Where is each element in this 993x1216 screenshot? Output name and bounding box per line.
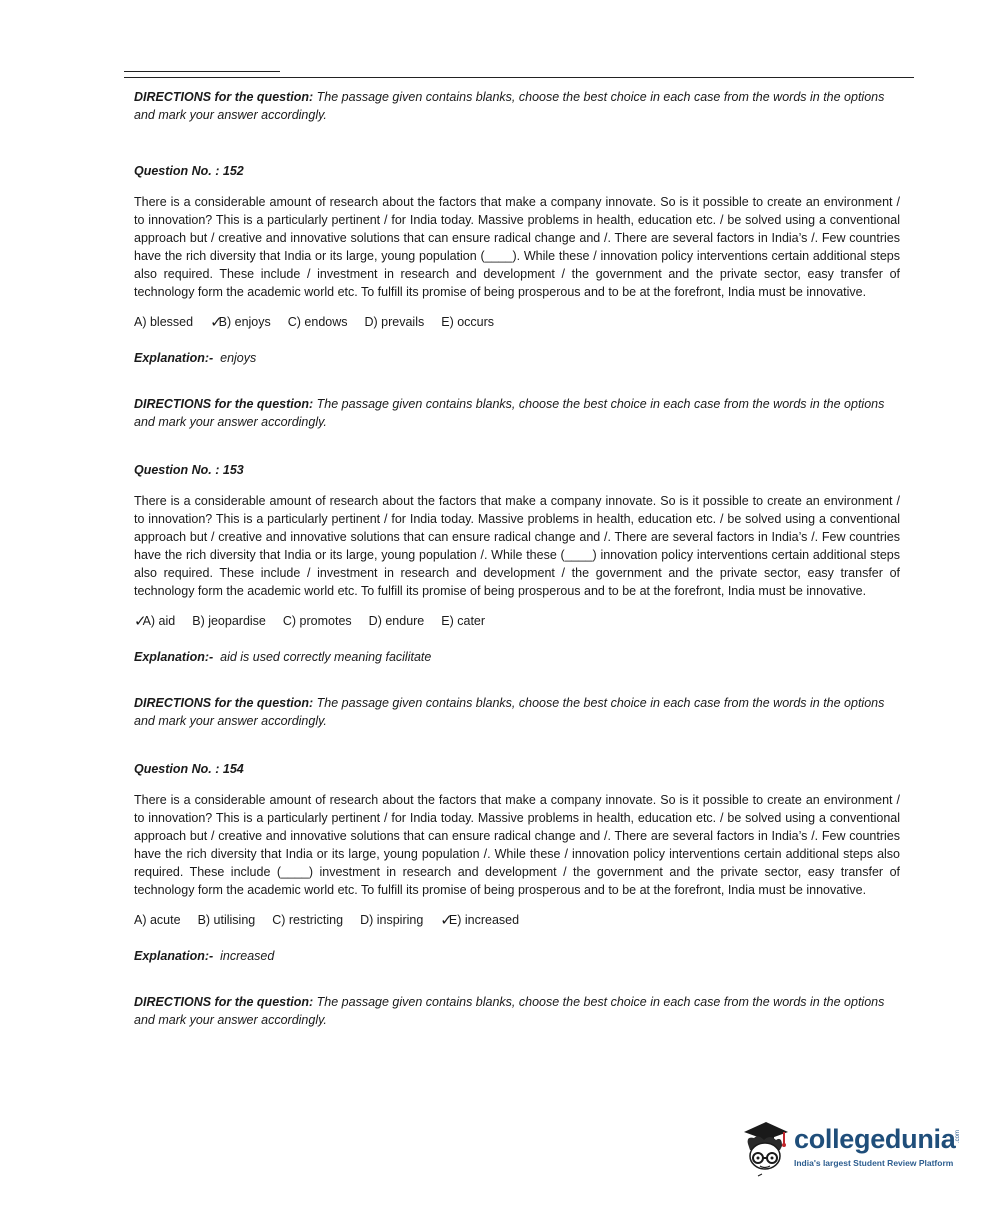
question-title: Question No. : 154: [134, 762, 244, 776]
question-passage: There is a considerable amount of research about the factors that make a company innovate. So is it possible to create an environment / to innovation? This is a particularly pertinent / for India today. Massive problems in health, education etc. / be solved using a conventional approach but / creative and innovative solutions that can ensure radical change and /. There are several factors in India’s /. Few countries have the rich diversity that India or its large, young population /. While these (____) innovation policy interventions certain additional steps also required. These include / investment in research and development / the government and the private sector, easy transfer of technology form the academic world etc. To fulfill its promise of being prosperous and to be at the forefront, India must be innovative.: [134, 494, 900, 598]
option-a[interactable]: A) acute: [134, 913, 181, 927]
mascot-icon: [736, 1110, 796, 1182]
directions-block: [134, 395, 900, 431]
options-row: [134, 612, 900, 631]
question-passage: There is a considerable amount of research about the factors that make a company innovate. So is it possible to create an environment / to innovation? This is a particularly pertinent / for India today. Massive problems in health, education etc. / be solved using a conventional approach but / creative and innovative solutions that can ensure radical change and /. There are several factors in India’s /. Few countries have the rich diversity that India or its large, young population /. While these / innovation policy interventions certain additional steps also required. These include (____) investment in research and development / the government and the private sector, easy transfer of technology form the academic world etc. To fulfill its promise of being prosperous and to be at the forefront, India must be innovative.: [134, 793, 900, 897]
option-c[interactable]: C) restricting: [272, 913, 344, 927]
directions-text: The passage given contains blanks, choose the best choice in each case from the words in the options and mark your answer accordingly.: [134, 995, 885, 1027]
option-e[interactable]: E) cater: [441, 614, 486, 628]
option-a-correct[interactable]: [134, 612, 175, 631]
question-title: Question No. : 152: [134, 164, 244, 178]
options-row: [134, 911, 900, 930]
question-title: Question No. : 153: [134, 463, 244, 477]
page-content: [134, 88, 900, 1029]
explanation: [134, 947, 900, 965]
logo-com: .com: [955, 1130, 961, 1144]
option-a-label: A) aid: [142, 614, 176, 628]
option-b-correct[interactable]: [210, 313, 271, 332]
directions-label: DIRECTIONS for the question:: [134, 995, 314, 1009]
directions-block: [134, 88, 900, 124]
directions-block: [134, 694, 900, 730]
option-d[interactable]: D) endure: [368, 614, 425, 628]
collegedunia-logo[interactable]: [736, 1110, 966, 1190]
option-d[interactable]: D) inspiring: [360, 913, 424, 927]
explanation: [134, 648, 900, 666]
question-passage: There is a considerable amount of research about the factors that make a company innovate. So is it possible to create an environment / to innovation? This is a particularly pertinent / for India today. Massive problems in health, education etc. / be solved using a conventional approach but / creative and innovative solutions that can ensure radical change and /. There are several factors in India’s /. Few countries have the rich diversity that India or its large, young population (____). While these / innovation policy interventions certain additional steps also required. These include / investment in research and development / the government and the private sector, easy transfer of technology form the academic world etc. To fulfill its promise of being prosperous and to be at the forefront, India must be innovative.: [134, 195, 900, 299]
directions-text: The passage given contains blanks, choose the best choice in each case from the words in the options and mark your answer accordingly.: [134, 696, 885, 728]
option-b-label: B) enjoys: [218, 315, 271, 329]
logo-name: collegedunia: [794, 1124, 956, 1154]
directions-block: [134, 993, 900, 1029]
directions-label: DIRECTIONS for the question:: [134, 696, 314, 710]
directions-label: DIRECTIONS for the question:: [134, 397, 314, 411]
logo-tagline: India's largest Student Review Platform: [794, 1158, 954, 1168]
header-long-rule: [124, 77, 914, 78]
option-d[interactable]: D) prevails: [364, 315, 425, 329]
checkmark-icon: ✓: [134, 613, 147, 630]
options-row: [134, 313, 900, 332]
checkmark-icon: ✓: [210, 314, 223, 331]
explanation: [134, 349, 900, 367]
explanation-label: Explanation:-: [134, 650, 214, 664]
option-e-correct[interactable]: [440, 911, 519, 930]
option-c[interactable]: C) promotes: [282, 614, 352, 628]
option-e-label: E) increased: [448, 913, 520, 927]
option-e[interactable]: E) occurs: [441, 315, 495, 329]
directions-label: DIRECTIONS for the question:: [134, 90, 314, 104]
directions-text: The passage given contains blanks, choose the best choice in each case from the words in the options and mark your answer accordingly.: [134, 90, 885, 122]
option-a[interactable]: A) blessed: [134, 315, 194, 329]
explanation-text: aid is used correctly meaning facilitate: [220, 650, 432, 664]
explanation-text: increased: [220, 949, 275, 963]
explanation-text: enjoys: [220, 351, 257, 365]
directions-text: The passage given contains blanks, choose the best choice in each case from the words in the options and mark your answer accordingly.: [134, 397, 885, 429]
option-b[interactable]: B) utilising: [197, 913, 256, 927]
explanation-label: Explanation:-: [134, 949, 214, 963]
option-b[interactable]: B) jeopardise: [192, 614, 266, 628]
header-short-rule: [124, 71, 280, 72]
checkmark-icon: ✓: [440, 912, 453, 929]
explanation-label: Explanation:-: [134, 351, 214, 365]
option-c[interactable]: C) endows: [287, 315, 348, 329]
